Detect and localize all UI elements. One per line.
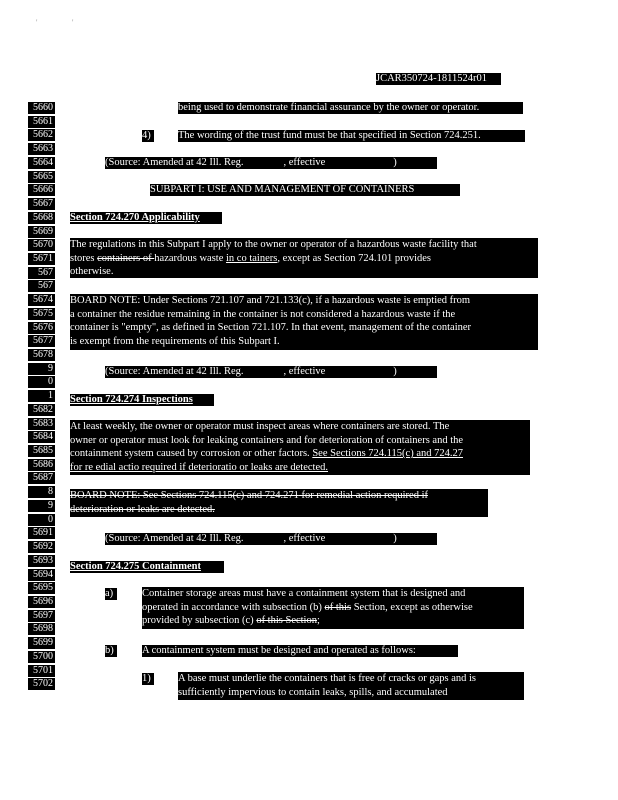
line-number: 0: [28, 514, 55, 526]
text-line: a container the residue remaining in the container is not considered a hazardous waste if the: [70, 308, 456, 320]
board-note-deleted: [70, 489, 488, 517]
line-number: 5692: [28, 541, 55, 553]
line-number: 5701: [28, 665, 55, 677]
text-line: BOARD NOTE: Under Sections 721.107 and 721.133(c), if a hazardous waste is emptied from: [70, 295, 471, 306]
line-number: 8: [28, 486, 55, 498]
line-number: 5693: [28, 555, 55, 567]
line-number: 5676: [28, 322, 55, 334]
text-line: Container storage areas must have a containment system that is designed and: [142, 588, 466, 599]
source-close: ): [393, 366, 397, 377]
line-number: 9: [28, 500, 55, 512]
line-number: 5662: [28, 129, 55, 141]
line-number: 5684: [28, 431, 55, 443]
line-number: 5702: [28, 678, 55, 690]
source-effective: , effective: [283, 366, 326, 377]
text-line: is exempt from the requirements of this Subpart I.: [70, 335, 280, 347]
subpart-heading: SUBPART I: USE AND MANAGEMENT OF CONTAINERS: [150, 184, 460, 196]
line-number: 5666: [28, 184, 55, 196]
text-line: provided by subsection (c) of this Section;: [142, 615, 320, 626]
line-number: 5669: [28, 226, 55, 238]
list-marker: 1): [142, 673, 154, 685]
line-number: 5668: [28, 212, 55, 224]
line-number: 5660: [28, 102, 55, 114]
text-line: being used to demonstrate financial assurance by the owner or operator.: [178, 102, 523, 114]
line-number: 0: [28, 376, 55, 388]
section-heading: Section 724.270 Applicability: [70, 212, 222, 224]
subsection-b1: [178, 672, 524, 700]
list-marker: b): [105, 645, 117, 657]
line-number: 5685: [28, 445, 55, 457]
text-line: A base must underlie the containers that is free of cracks or gaps and is: [178, 673, 476, 684]
source-label: (Source: Amended at 42 Ill. Reg.: [105, 157, 244, 168]
line-number: 5664: [28, 157, 55, 169]
line-number: 5699: [28, 637, 55, 649]
line-number: 5663: [28, 143, 55, 155]
section-heading: Section 724.274 Inspections: [70, 394, 214, 406]
source-label: (Source: Amended at 42 Ill. Reg.: [105, 366, 244, 377]
text-line: A containment system must be designed and operated as follows:: [142, 645, 458, 657]
text-line: BOARD NOTE: See Sections 724.115(c) and 724.271 for remedial action required if: [70, 490, 428, 501]
line-number: 9: [28, 363, 55, 375]
text-line: The regulations in this Subpart I apply to the owner or operator of a hazardous waste facility that: [70, 239, 477, 250]
text-line: sufficiently impervious to contain leaks, spills, and accumulated: [178, 686, 448, 698]
text-line: owner or operator must look for leaking containers and for deterioration of containers and the: [70, 434, 464, 446]
line-number: 5695: [28, 582, 55, 594]
line-number: 5674: [28, 294, 55, 306]
line-number: 5677: [28, 335, 55, 347]
line-number: 567: [28, 280, 55, 292]
line-number: 5671: [28, 253, 55, 265]
line-number: 5683: [28, 418, 55, 430]
line-number: 5700: [28, 651, 55, 663]
line-number: 5696: [28, 596, 55, 608]
scan-speck: ': [72, 18, 74, 27]
line-number: 1: [28, 390, 55, 402]
list-marker: 4): [142, 130, 154, 142]
line-number: 5661: [28, 116, 55, 128]
board-note: [70, 294, 538, 350]
line-number: 5665: [28, 171, 55, 183]
line-number: 5682: [28, 404, 55, 416]
line-number: 5670: [28, 239, 55, 251]
source-note: [105, 533, 437, 545]
line-number: 5667: [28, 198, 55, 210]
paragraph-applicability: [70, 238, 538, 278]
line-number: 5686: [28, 459, 55, 471]
line-number: 5691: [28, 527, 55, 539]
text-line: for re edial actio required if deterioratio or leaks are detected.: [70, 461, 328, 473]
text-line: otherwise.: [70, 266, 114, 277]
text-line: container is "empty", as defined in Section 721.107. In that event, management of the container: [70, 322, 472, 333]
text-line: operated in accordance with subsection (b) of this Section, except as otherwise: [142, 601, 473, 613]
paragraph-inspections: [70, 420, 530, 475]
line-number: 567: [28, 267, 55, 279]
source-label: (Source: Amended at 42 Ill. Reg.: [105, 533, 244, 544]
scan-speck: ': [36, 18, 38, 27]
document-id: JCAR350724-1811524r01: [376, 73, 501, 85]
source-close: ): [393, 157, 397, 168]
text-line: containment system caused by corrosion or other factors. See Sections 724.115(c) and 724.27: [70, 448, 463, 459]
source-effective: , effective: [283, 157, 326, 168]
text-line: The wording of the trust fund must be that specified in Section 724.251.: [178, 130, 525, 142]
line-number: 5698: [28, 623, 55, 635]
text-line: At least weekly, the owner or operator must inspect areas where containers are stored. The: [70, 421, 450, 432]
source-effective: , effective: [283, 533, 326, 544]
source-note: [105, 157, 437, 169]
line-number: 5687: [28, 472, 55, 484]
source-close: ): [393, 533, 397, 544]
text-line: stores containers of hazardous waste in co tainers, except as Section 724.101 provides: [70, 252, 432, 264]
line-number: 5678: [28, 349, 55, 361]
line-number: 5697: [28, 610, 55, 622]
section-heading: Section 724.275 Containment: [70, 561, 224, 573]
line-number: 5694: [28, 569, 55, 581]
source-note: [105, 366, 437, 378]
line-number: 5675: [28, 308, 55, 320]
subsection-a: [142, 587, 524, 629]
text-line: deterioration or leaks are detected.: [70, 503, 215, 515]
list-marker: a): [105, 588, 117, 600]
